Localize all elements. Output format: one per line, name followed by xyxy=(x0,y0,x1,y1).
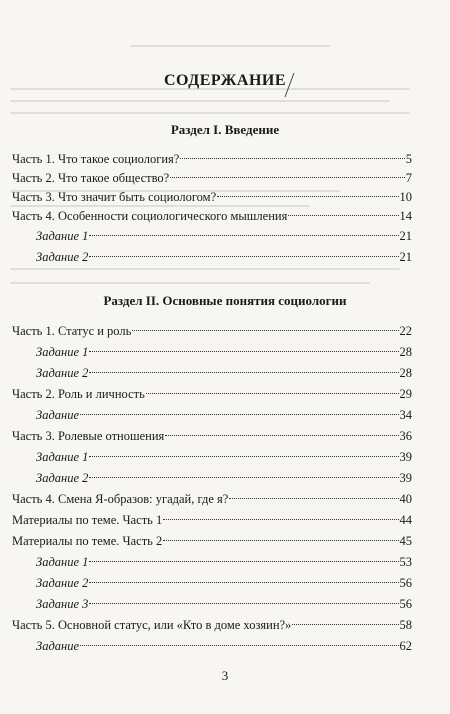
toc-entry[interactable] xyxy=(12,595,412,613)
toc-entry-page: 34 xyxy=(399,408,412,422)
toc-entry-label: Задание 2 xyxy=(36,366,89,380)
leader-dots xyxy=(132,330,398,331)
toc-entry-page: 36 xyxy=(399,429,412,443)
toc-entry-page: 40 xyxy=(399,492,412,506)
leader-dots xyxy=(180,158,404,159)
leader-dots xyxy=(89,561,398,562)
leader-dots xyxy=(146,393,399,394)
toc-entry[interactable] xyxy=(12,227,412,245)
toc-entry-label: Задание xyxy=(36,408,80,422)
toc-entry-page: 44 xyxy=(399,513,412,527)
toc-entry-label: Задание 2 xyxy=(36,250,89,264)
toc-entry-label: Часть 3. Ролевые отношения xyxy=(12,429,165,443)
toc-entry-page: 21 xyxy=(399,229,412,243)
toc-entry[interactable] xyxy=(12,150,412,168)
toc-entry-page: 5 xyxy=(405,152,412,166)
toc-entry-label: Часть 5. Основной статус, или «Кто в доме хозяин?» xyxy=(12,618,292,632)
toc-entry[interactable] xyxy=(12,385,412,403)
leader-dots xyxy=(288,215,398,216)
leader-dots xyxy=(163,540,398,541)
toc-entry-page: 10 xyxy=(399,190,412,204)
toc-entry-page: 7 xyxy=(405,171,412,185)
toc-entry[interactable] xyxy=(12,469,412,487)
section-heading-2: Раздел II. Основные понятия социологии xyxy=(103,293,347,308)
toc-entry-page: 62 xyxy=(399,639,412,653)
toc-entry-page: 21 xyxy=(399,250,412,264)
leader-dots xyxy=(89,456,398,457)
toc-entry-label: Часть 1. Что такое социология? xyxy=(12,152,180,166)
toc-entry-page: 28 xyxy=(399,366,412,380)
toc-entry-label: Часть 2. Роль и личность xyxy=(12,387,145,401)
toc-entry[interactable] xyxy=(12,169,412,187)
toc-entry-page: 39 xyxy=(399,450,412,464)
toc-entry[interactable] xyxy=(12,248,412,266)
leader-dots xyxy=(217,196,398,197)
leader-dots xyxy=(170,177,405,178)
toc-entry-label: Задание 3 xyxy=(36,597,89,611)
toc-entry[interactable] xyxy=(12,448,412,466)
toc-entry[interactable] xyxy=(12,427,412,445)
toc-entry-label: Задание 2 xyxy=(36,471,89,485)
toc-entry-page: 56 xyxy=(399,597,412,611)
toc-entry-page: 28 xyxy=(399,345,412,359)
section-heading-1: Раздел I. Введение xyxy=(170,122,280,137)
toc-entry-page: 53 xyxy=(399,555,412,569)
leader-dots xyxy=(89,603,398,604)
leader-dots xyxy=(89,235,398,236)
toc-entry[interactable] xyxy=(12,343,412,361)
toc-entry[interactable] xyxy=(12,490,412,508)
leader-dots xyxy=(89,351,398,352)
toc-entry-page: 39 xyxy=(399,471,412,485)
leader-dots xyxy=(89,477,398,478)
toc-entry[interactable] xyxy=(12,616,412,634)
leader-dots xyxy=(292,624,398,625)
toc-entry-label: Материалы по теме. Часть 2 xyxy=(12,534,163,548)
page-title: СОДЕРЖАНИЕ xyxy=(163,72,287,89)
toc-entry-label: Задание 1 xyxy=(36,345,89,359)
toc-entry[interactable] xyxy=(12,364,412,382)
toc-entry-label: Задание 1 xyxy=(36,450,89,464)
toc-entry-label: Часть 2. Что такое общество? xyxy=(12,171,170,185)
toc-entry[interactable] xyxy=(12,532,412,550)
toc-entry[interactable] xyxy=(12,637,412,655)
toc-entry-label: Задание 1 xyxy=(36,229,89,243)
leader-dots xyxy=(229,498,398,499)
toc-entry-label: Часть 4. Смена Я-образов: угадай, где я? xyxy=(12,492,229,506)
toc-entry-page: 14 xyxy=(399,209,412,223)
toc-entry-label: Часть 4. Особенности социологического мышления xyxy=(12,209,288,223)
toc-entry-label: Материалы по теме. Часть 1 xyxy=(12,513,163,527)
leader-dots xyxy=(89,256,398,257)
toc-entry-label: Задание 1 xyxy=(36,555,89,569)
toc-entry-label: Задание xyxy=(36,639,80,653)
leader-dots xyxy=(80,645,398,646)
toc-entry-page: 29 xyxy=(399,387,412,401)
leader-dots xyxy=(165,435,398,436)
leader-dots xyxy=(89,372,398,373)
toc-entry[interactable] xyxy=(12,207,412,225)
toc-entry-label: Часть 1. Статус и роль xyxy=(12,324,132,338)
toc-entry-label: Часть 3. Что значит быть социологом? xyxy=(12,190,217,204)
toc-entry-label: Задание 2 xyxy=(36,576,89,590)
leader-dots xyxy=(80,414,398,415)
toc-entry[interactable] xyxy=(12,322,412,340)
toc-entry[interactable] xyxy=(12,553,412,571)
toc-entry[interactable] xyxy=(12,511,412,529)
toc-entry[interactable] xyxy=(12,406,412,424)
toc-entry-page: 45 xyxy=(399,534,412,548)
toc-entry[interactable] xyxy=(12,188,412,206)
toc-entry-page: 22 xyxy=(399,324,412,338)
pencil-mark xyxy=(282,72,296,98)
toc-entry-page: 56 xyxy=(399,576,412,590)
toc-entry[interactable] xyxy=(12,574,412,592)
leader-dots xyxy=(89,582,398,583)
toc-entry-page: 58 xyxy=(399,618,412,632)
leader-dots xyxy=(163,519,398,520)
page-number: 3 xyxy=(221,668,229,683)
